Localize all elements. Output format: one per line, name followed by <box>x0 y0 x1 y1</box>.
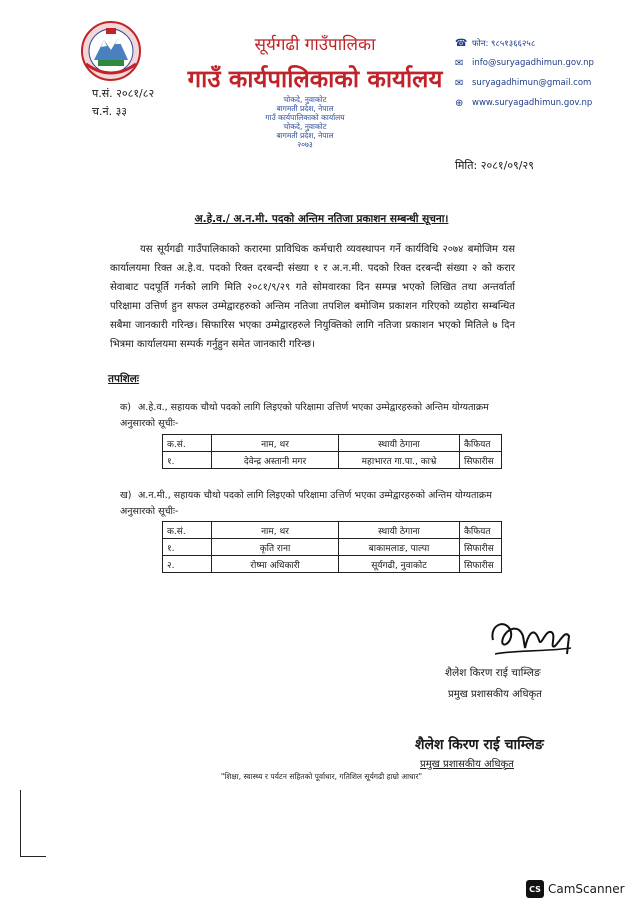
contact-email-gmail-text: suryagadhimun@gmail.com <box>472 78 592 88</box>
notice-body: यस सूर्यगढी गाउँपालिकाको करारमा प्राविधिक कर्मचारी व्यवस्थापन गर्ने कार्यविधि २०७४ बमोजिम यस कार्यालयमा रिक्त अ.हे.व. पदको रिक्त दरबन्दी संख्या १ र अ.न.मी. पदको रिक्त दरबन्दी संख्या २ को करार सेवाबाट पदपूर्ति गर्नको लागि मिति २०८१/९/२९ गते सोमवारका दिन सम्पन्न भएको लिखित तथा अन्तर्वार्ता परिक्षामा उत्तिर्ण हुन सफल उम्मेद्वारहरुको अन्तिम नतिजा तपशिल बमोजिम प्रकाशन गरिएको व्यहोरा सम्बन्धित सबैमा जानकारी गरिन्छ। सिफारिस भएका उम्मेद्वारहरुले नियुक्तिको लागि नतिजा प्रकाशन भएको मितिले ७ दिन भित्रमा कार्यालयमा सम्पर्क गर्नुहुन समेत जानकारी गरिन्छ। <box>110 244 515 350</box>
notice-subject: अ.हे.व./ अ.न.मी. पदको अन्तिम नतिजा प्रकाशन सम्बन्धी सूचना। <box>194 213 449 225</box>
section-b-text <box>120 488 515 520</box>
reference-number: प.सं. २०८१/८२ <box>92 87 155 100</box>
header-cell: क.सं. <box>163 522 212 539</box>
email-icon: ✉ <box>455 77 464 89</box>
header-cell: नाम, थर <box>212 435 339 452</box>
office-name: गाउँ कार्यपालिकाको कार्यालय <box>187 65 443 93</box>
municipality-motto: "शिक्षा, स्वास्थ्य र पर्यटन सहितको पूर्वाधार, गतिशिल सूर्यगढी हाम्रो आधार" <box>220 772 423 781</box>
camscanner-logo-icon: CS <box>526 880 544 898</box>
header-cell: स्थायी ठेगाना <box>339 435 460 452</box>
header-cell: नाम, थर <box>212 522 339 539</box>
email-icon: ✉ <box>455 57 464 69</box>
camscanner-label: CamScanner <box>548 882 625 896</box>
section-b-label: ख) <box>120 490 132 501</box>
nepal-emblem-icon <box>80 20 142 82</box>
header-cell: स्थायी ठेगाना <box>339 522 460 539</box>
contact-email-gmail <box>455 78 591 88</box>
stamp-line: बागमती प्रदेश, नेपाल <box>276 131 334 140</box>
handwritten-signature <box>485 610 575 665</box>
table-cell: सिफारीस <box>460 539 502 556</box>
table-cell: रोष्मा अधिकारी <box>212 556 339 573</box>
signatory-name: शैलेश किरण राई चाम्लिङ <box>445 667 541 679</box>
stamp-line: चोकदे, नुवाकोट <box>283 122 327 131</box>
contact-website-text: www.suryagadhimun.gov.np <box>472 98 593 108</box>
stamp-line: चोकदे, नुवाकोट <box>283 95 327 104</box>
section-a-table <box>162 434 502 469</box>
scan-corner-mark <box>20 790 46 857</box>
table-cell: सिफारीस <box>460 452 502 469</box>
seal-name: शैलेश किरण राई चाम्लिङ <box>415 737 544 753</box>
table-cell: बाकामलाङ, पाल्पा <box>339 539 460 556</box>
stamp-line: गाउँ कार्यपालिकाको कार्यालय <box>265 113 345 122</box>
contact-email-info-text: info@suryagadhimun.gov.np <box>472 58 594 68</box>
stamp-line: बागमती प्रदेश, नेपाल <box>276 104 334 113</box>
section-b-description: अ.न.मी., सहायक चौथो पदको लागि लिइएको परिक्षामा उत्तिर्ण भएका उम्मेद्वारहरुको अन्तिम योग्यताक्रम अनुसारको सूचीः- <box>120 490 492 517</box>
table-header-row <box>163 435 502 452</box>
office-stamp <box>245 95 365 175</box>
contact-phone-text: फोन: ९८५१३६६२५८ <box>472 39 536 49</box>
contact-website <box>455 98 592 108</box>
table-cell: सिफारीस <box>460 556 502 573</box>
section-b-table <box>162 521 502 573</box>
table-header-row <box>163 522 502 539</box>
header-cell: क.सं. <box>163 435 212 452</box>
municipality-name: सूर्यगढी गाउँपालिका <box>254 35 376 55</box>
header-cell: कैफियत <box>460 435 502 452</box>
table-cell: देवेन्द्र अस्तानी मगर <box>212 452 339 469</box>
table-row <box>163 452 502 469</box>
section-a-label: क) <box>120 402 132 413</box>
table-cell: महाभारत गा.पा., काभ्रे <box>339 452 460 469</box>
camscanner-watermark <box>526 880 625 898</box>
issue-date: मिति: २०८१/०९/२९ <box>455 159 534 172</box>
signatory-title: प्रमुख प्रशासकीय अधिकृत <box>448 689 542 700</box>
section-a-text <box>120 400 515 432</box>
table-cell: १. <box>163 539 212 556</box>
header-cell: कैफियत <box>460 522 502 539</box>
contact-email-info <box>455 58 594 68</box>
globe-icon: ⊕ <box>455 97 464 109</box>
table-row <box>163 539 502 556</box>
table-cell: कृति राना <box>212 539 339 556</box>
table-cell: १. <box>163 452 212 469</box>
tapasil-heading: तपशिलः <box>108 373 140 385</box>
table-cell: सूर्यगढी, नुवाकोट <box>339 556 460 573</box>
contact-phone <box>455 38 535 49</box>
phone-icon: ☎ <box>455 38 468 49</box>
table-row <box>163 556 502 573</box>
section-a-description: अ.हे.व., सहायक चौथो पदको लागि लिइएको परिक्षामा उत्तिर्ण भएका उम्मेद्वारहरुको अन्तिम योग्यताक्रम अनुसारको सूचीः- <box>120 402 489 429</box>
seal-title: प्रमुख प्रशासकीय अधिकृत <box>420 759 514 770</box>
stamp-line: २०७३ <box>297 140 313 149</box>
dispatch-number: च.नं. ३३ <box>92 105 128 118</box>
table-cell: २. <box>163 556 212 573</box>
